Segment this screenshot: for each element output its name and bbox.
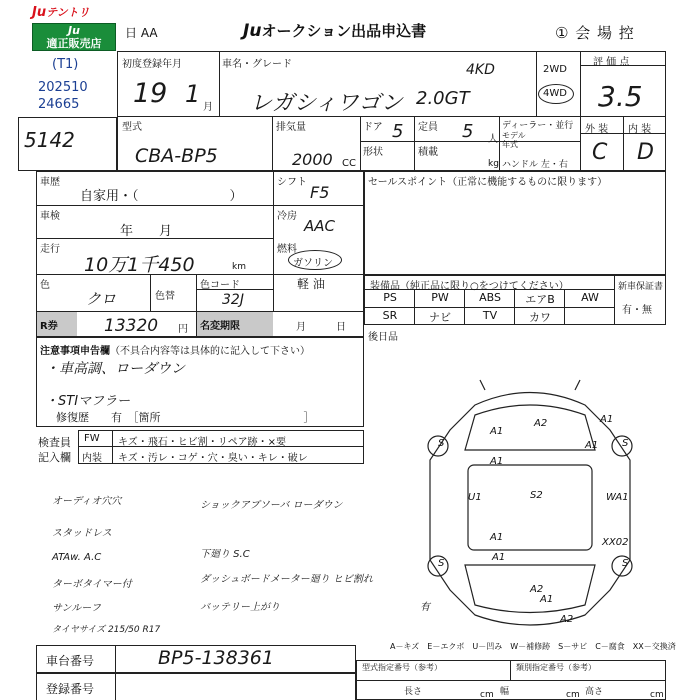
interior-value: D [637,140,654,165]
logo-brand: Ju [32,5,47,20]
damage-mark: A2 [530,584,544,595]
label-mileage: 走行 [40,244,60,255]
logo-badge-mark: Ju [68,24,80,37]
remark-line: オーディオ穴穴 [52,496,122,507]
label-height: 高さ [585,687,604,697]
label-kg: kg [488,159,499,169]
label-car-name: 車名・グレード [222,59,292,70]
damage-mark: A1 [585,440,599,451]
label-handle: ハンドル 左・右 [502,160,568,170]
equipment-item: ナビ [429,311,451,324]
equipment-item: エアB [525,293,555,306]
header-title [243,20,426,41]
equipment-item: SR [382,309,398,322]
header-title-text: オークション出品申込書 [261,22,427,40]
label-dealer: ディーラー・並行 [502,121,574,131]
label-expiry: 名変期限 [197,312,273,336]
recycle-value: 13320 [104,316,159,336]
label-rating: 評 価 点 [593,57,630,68]
label-reg-no: 登録番号 [46,682,95,696]
color-value: クロ [86,290,117,308]
label-model: 型式 [122,122,142,133]
label-color-code: 色コード [200,280,240,291]
label-interior: 内 装 [628,124,652,135]
label-inspection: 車検 [40,211,60,222]
repair-history: 修復歴 有 ［箇所 ］ [56,411,315,424]
notice-title: 注意事項申告欄 [40,346,110,357]
model-value: CBA-BP5 [135,145,218,167]
equipment-item: PS [383,291,397,304]
header-brand: Ju [243,21,262,41]
label-inspection-ym: 年 月 [120,224,173,239]
label-equipment: 装備品（純正品に限り○をつけてください） [370,281,569,292]
damage-mark: A1 [490,426,504,437]
label-person: 人 [488,134,498,145]
unit-cm-2: cm [566,690,580,700]
label-history: 車歴 [40,177,60,188]
label-length: 長さ [404,687,423,697]
header-prefix: 日 AA [125,26,158,40]
damage-mark: A1 [540,594,554,605]
label-class-no: 類別指定番号（参考） [516,663,596,672]
unit-cm-3: cm [650,690,664,700]
remark-line: ターボタイマー付 [52,579,132,590]
month-unit: 月 [203,102,213,113]
naiso-label: 内装 [82,453,102,464]
damage-mark: S [438,438,445,449]
damage-mark: A1 [600,414,614,425]
damage-mark: 有 [420,602,430,613]
equipment-item: AW [581,291,599,304]
lot-line-2: 24665 [38,97,80,112]
label-back-seat: 後日品 [368,332,398,343]
grade-value: 2.0GT [416,88,470,109]
lot-number: 5142 [24,128,75,152]
damage-mark: A1 [490,456,504,467]
label-model-year: モデル年式 [502,131,526,149]
label-displacement: 排気量 [276,122,306,133]
label-chassis-no: 車台番号 [46,654,95,668]
label-door: ドア [363,122,383,133]
damage-mark: A2 [534,418,548,429]
unit-cm-1: cm [480,690,494,700]
label-exterior: 外 装 [585,124,609,135]
damage-mark: A2 [560,614,574,625]
displacement-value: 2000 [292,150,333,169]
logo-badge-text: 適正販売店 [46,37,102,50]
lot-line-1: 202510 [38,80,88,95]
fw-options: キズ・飛石・ヒビ割・リペア跡・×要 [118,437,286,448]
rating-value: 3.5 [598,80,643,113]
notice-line-1: ・車高調、ローダウン [45,361,185,377]
capacity-value: 5 [462,121,474,142]
label-capacity: 定員 [418,122,438,133]
logo-suffix: テントリ [46,6,90,19]
label-warranty: 新車保証書 [618,282,664,292]
car-name-value: レガシィワゴン [250,91,403,116]
color-code-value: 32J [222,292,244,308]
notice-line-2: ・STIマフラー [45,394,131,409]
equipment-item: カワ [529,311,551,324]
remark-line: スタッドレス [52,528,112,539]
remark-line: バッテリー上がり [200,602,280,613]
fuel-value-1: ガソリン [293,258,333,269]
label-color: 色 [40,280,50,291]
equipment-item: PW [431,291,449,304]
label-month-day: 月 日 [296,322,346,333]
door-value: 5 [392,121,404,142]
warranty-value: 有・無 [622,305,652,316]
label-recycle: R券 [37,312,77,336]
label-record: 記入欄 [38,451,71,464]
damage-mark: A1 [490,532,504,543]
exterior-value: C [592,140,608,165]
fw-label: FW [84,433,100,444]
label-model-no: 型式指定番号（参考） [362,663,442,672]
remark-line: ATAw. A.C [52,552,102,563]
header-copy: ① 会 場 控 [555,24,635,42]
damage-mark: XX02 [602,537,629,548]
legend: A－キズ E－エクボ U－凹み W－補修跡 S－サビ C－腐食 XX－交換済 [390,642,676,651]
label-fuel: 燃料 [277,244,297,255]
chassis-no-value: BP5-138361 [158,647,274,669]
label-color-change: 色替 [155,291,175,302]
remark-line: ショックアブソーバ ローダウン [200,500,343,511]
label-shift: シフト [277,177,307,188]
label-cargo: 積載 [418,147,438,158]
cc-unit: CC [342,158,356,169]
damage-mark: S [438,558,445,569]
drive-code: 4KD [466,62,495,78]
label-sales-point: セールスポイント（正常に機能するものに限ります） [368,177,608,188]
logo-badge [32,23,116,51]
remark-line: タイヤサイズ 215/50 R17 [52,625,161,635]
label-shape: 形状 [363,147,383,158]
label-inspector: 検査員 [38,436,71,449]
damage-mark: S [622,558,629,569]
damage-mark: WA1 [606,492,629,503]
remark-line: 下廻り S.C [200,549,250,560]
label-2wd: 2WD [543,64,567,75]
label-width: 幅 [500,687,510,697]
label-first-reg: 初度登録年月 [122,59,182,70]
fuel-value-2: 軽 油 [297,277,325,291]
notice-note: （不具合内容等は具体的に記入して下さい） [110,346,310,357]
logo [32,6,116,52]
lot-code: (T1) [52,57,79,72]
first-reg-month: 1 [185,80,201,108]
label-yen: 円 [178,324,188,335]
equipment-item: TV [482,309,498,322]
car-diagram [380,370,680,640]
damage-mark: A1 [492,552,506,563]
naiso-options: キズ・汚レ・コゲ・穴・臭い・キレ・破レ [118,453,308,464]
equipment-item: ABS [479,291,501,304]
damage-mark: U1 [468,492,482,503]
history-value: 自家用・（ ） [80,189,243,204]
cooling-value: AAC [304,217,335,235]
remark-line: サンルーフ [52,603,101,614]
label-cooling: 冷房 [277,211,297,222]
remark-line: ダッシュボードメーター廻り ヒビ割れ [200,574,373,585]
mileage-value: 10万1千450 [84,254,195,276]
label-4wd: 4WD [543,88,567,99]
shift-value: F5 [310,183,330,202]
label-notice [40,342,310,357]
damage-mark: S2 [530,490,543,501]
first-reg-year: 19 [133,78,168,109]
damage-mark: S [622,438,629,449]
label-km: km [232,262,246,272]
